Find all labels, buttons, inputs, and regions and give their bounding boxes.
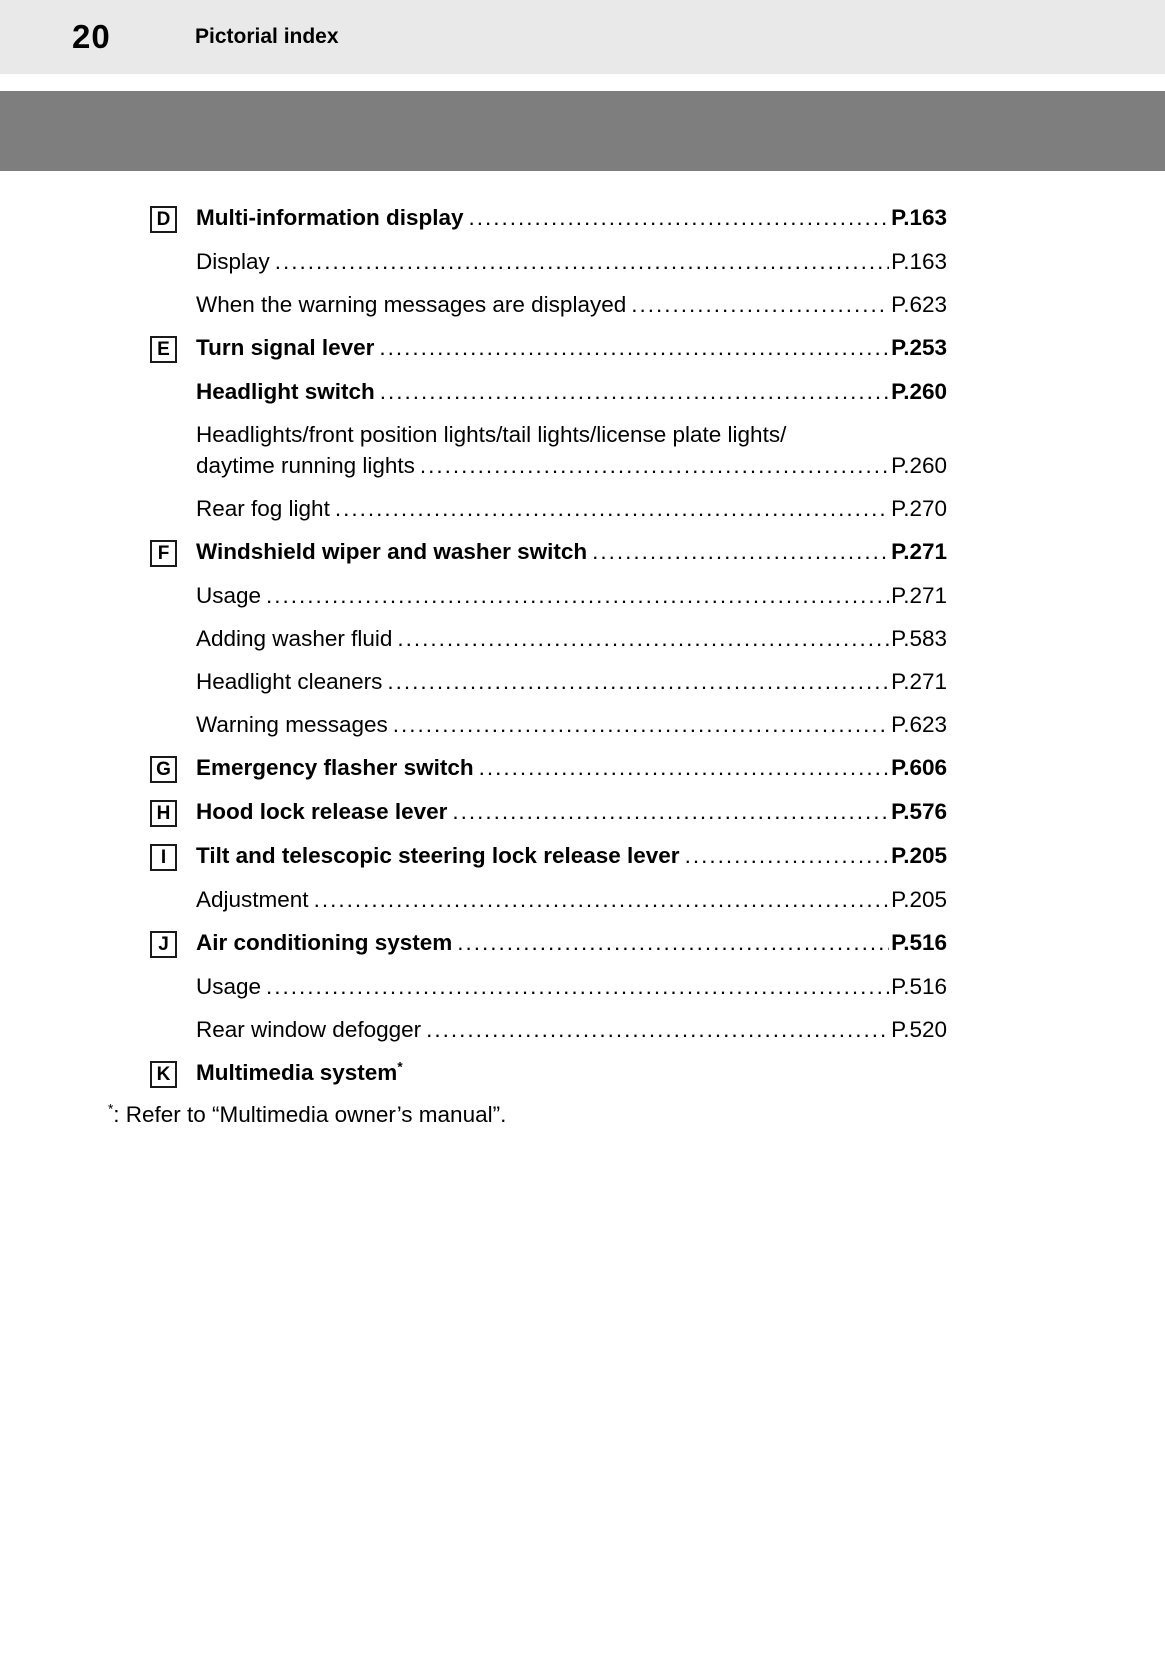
dot-leader [452,797,889,826]
page-ref: P.583 [891,626,947,651]
footnote-marker: * [108,1101,114,1117]
dot-leader [266,581,889,610]
index-entry-h [0,797,1165,827]
entry-body [196,667,947,696]
page-ref: P.163 [891,249,947,274]
footnote-text: : Refer to “Multimedia owner’s manual”. [113,1102,507,1127]
dot-leader [426,1015,889,1044]
entry-text: Rear window defogger [196,1017,422,1042]
page-ref: P.576 [891,799,947,824]
dot-leader [387,667,889,696]
dot-leader [393,710,889,739]
dot-leader [379,333,889,362]
entry-body [196,537,947,566]
index-subentry [0,420,1165,480]
page-ref: P.270 [891,496,947,521]
index-subentry [0,667,1165,696]
entry-text: Turn signal lever [196,335,375,360]
index-subentry [0,581,1165,610]
dot-leader [592,537,889,566]
page-ref: P.271 [891,669,947,694]
entry-body [196,377,947,406]
letter-cell [150,928,196,958]
entry-text: Rear fog light [196,496,330,521]
page-ref: P.516 [891,974,947,999]
letter-box-e: E [150,336,177,363]
letter-cell [150,537,196,567]
entry-body [196,885,947,914]
letter-box-d: D [150,206,177,233]
entry-text: Hood lock release lever [196,799,448,824]
index-entry-k [0,1058,1165,1088]
entry-body [196,624,947,653]
dot-leader [397,624,889,653]
entry-text: Multi-information display [196,205,464,230]
index-subentry [0,972,1165,1001]
dot-leader [420,451,889,480]
page-ref: P.271 [891,539,947,564]
index-entry-f [0,537,1165,567]
letter-box-g: G [150,756,177,783]
index-entry-g [0,753,1165,783]
dot-leader [335,494,889,523]
letter-cell [150,797,196,827]
page-ref: P.260 [891,453,947,478]
index-entry-i [0,841,1165,871]
letter-cell [150,753,196,783]
index-subentry [0,885,1165,914]
entry-text: Headlight switch [196,379,375,404]
entry-body [196,710,947,739]
entry-text: Warning messages [196,712,388,737]
dot-leader [380,377,889,406]
index-subentry [0,290,1165,319]
header-title: Pictorial index [195,25,339,48]
entry-body [196,203,947,232]
page-ref: P.623 [891,292,947,317]
entry-text: Adjustment [196,887,309,912]
entry-text: Usage [196,583,262,608]
entry-body [196,420,947,480]
entry-body [196,972,947,1001]
entry-body [196,928,947,957]
entry-body [196,841,947,870]
page-number: 20 [72,18,111,55]
page-ref: P.606 [891,755,947,780]
letter-cell [150,333,196,363]
entry-body [196,1058,947,1087]
entry-text: Emergency flasher switch [196,755,474,780]
footnote [0,1102,1165,1128]
entry-text: Headlights/front position lights/tail lights/license plate lights/ [196,422,787,447]
index-list [0,171,1165,1088]
page-ref: P.516 [891,930,947,955]
letter-cell [150,1058,196,1088]
index-subentry [0,494,1165,523]
entry-text: Headlight cleaners [196,669,383,694]
index-entry-d [0,203,1165,233]
letter-cell [150,841,196,871]
page-ref: P.205 [891,887,947,912]
page-ref: P.623 [891,712,947,737]
entry-body [196,494,947,523]
index-subentry [0,247,1165,276]
entry-body [196,797,947,826]
entry-text: Usage [196,974,262,999]
letter-box-i: I [150,844,177,871]
letter-box-j: J [150,931,177,958]
page-ref: P.271 [891,583,947,608]
letter-box-k: K [150,1061,177,1088]
page-ref: P.205 [891,843,947,868]
page-ref: P.163 [891,205,947,230]
dot-leader [631,290,889,319]
entry-text: Windshield wiper and washer switch [196,539,588,564]
index-entry-j [0,928,1165,958]
footnote-marker: * [397,1059,403,1075]
entry-text: Tilt and telescopic steering lock release lever [196,843,680,868]
dot-leader [457,928,889,957]
entry-body [196,753,947,782]
index-entry-e [0,333,1165,363]
letter-box-f: F [150,540,177,567]
index-subentry [0,710,1165,739]
page-ref: P.520 [891,1017,947,1042]
entry-text: daytime running lights [196,453,415,478]
index-subentry [0,624,1165,653]
letter-box-h: H [150,800,177,827]
dot-leader [275,247,889,276]
page-ref: P.260 [891,379,947,404]
entry-text: Display [196,249,270,274]
entry-body [196,333,947,362]
entry-body [196,1015,947,1044]
page-header [0,0,1165,74]
dot-leader [469,203,890,232]
letter-cell [150,203,196,233]
entry-text: When the warning messages are displayed [196,292,627,317]
entry-text: Adding washer fluid [196,626,393,651]
index-subentry [0,377,1165,406]
dot-leader [479,753,889,782]
dot-leader [266,972,889,1001]
entry-body [196,290,947,319]
entry-text: Multimedia system* [196,1059,403,1085]
entry-text: Air conditioning system [196,930,453,955]
entry-body [196,581,947,610]
section-banner [0,91,1165,171]
dot-leader [685,841,890,870]
dot-leader [314,885,890,914]
page-ref: P.253 [891,335,947,360]
index-subentry [0,1015,1165,1044]
entry-body [196,247,947,276]
